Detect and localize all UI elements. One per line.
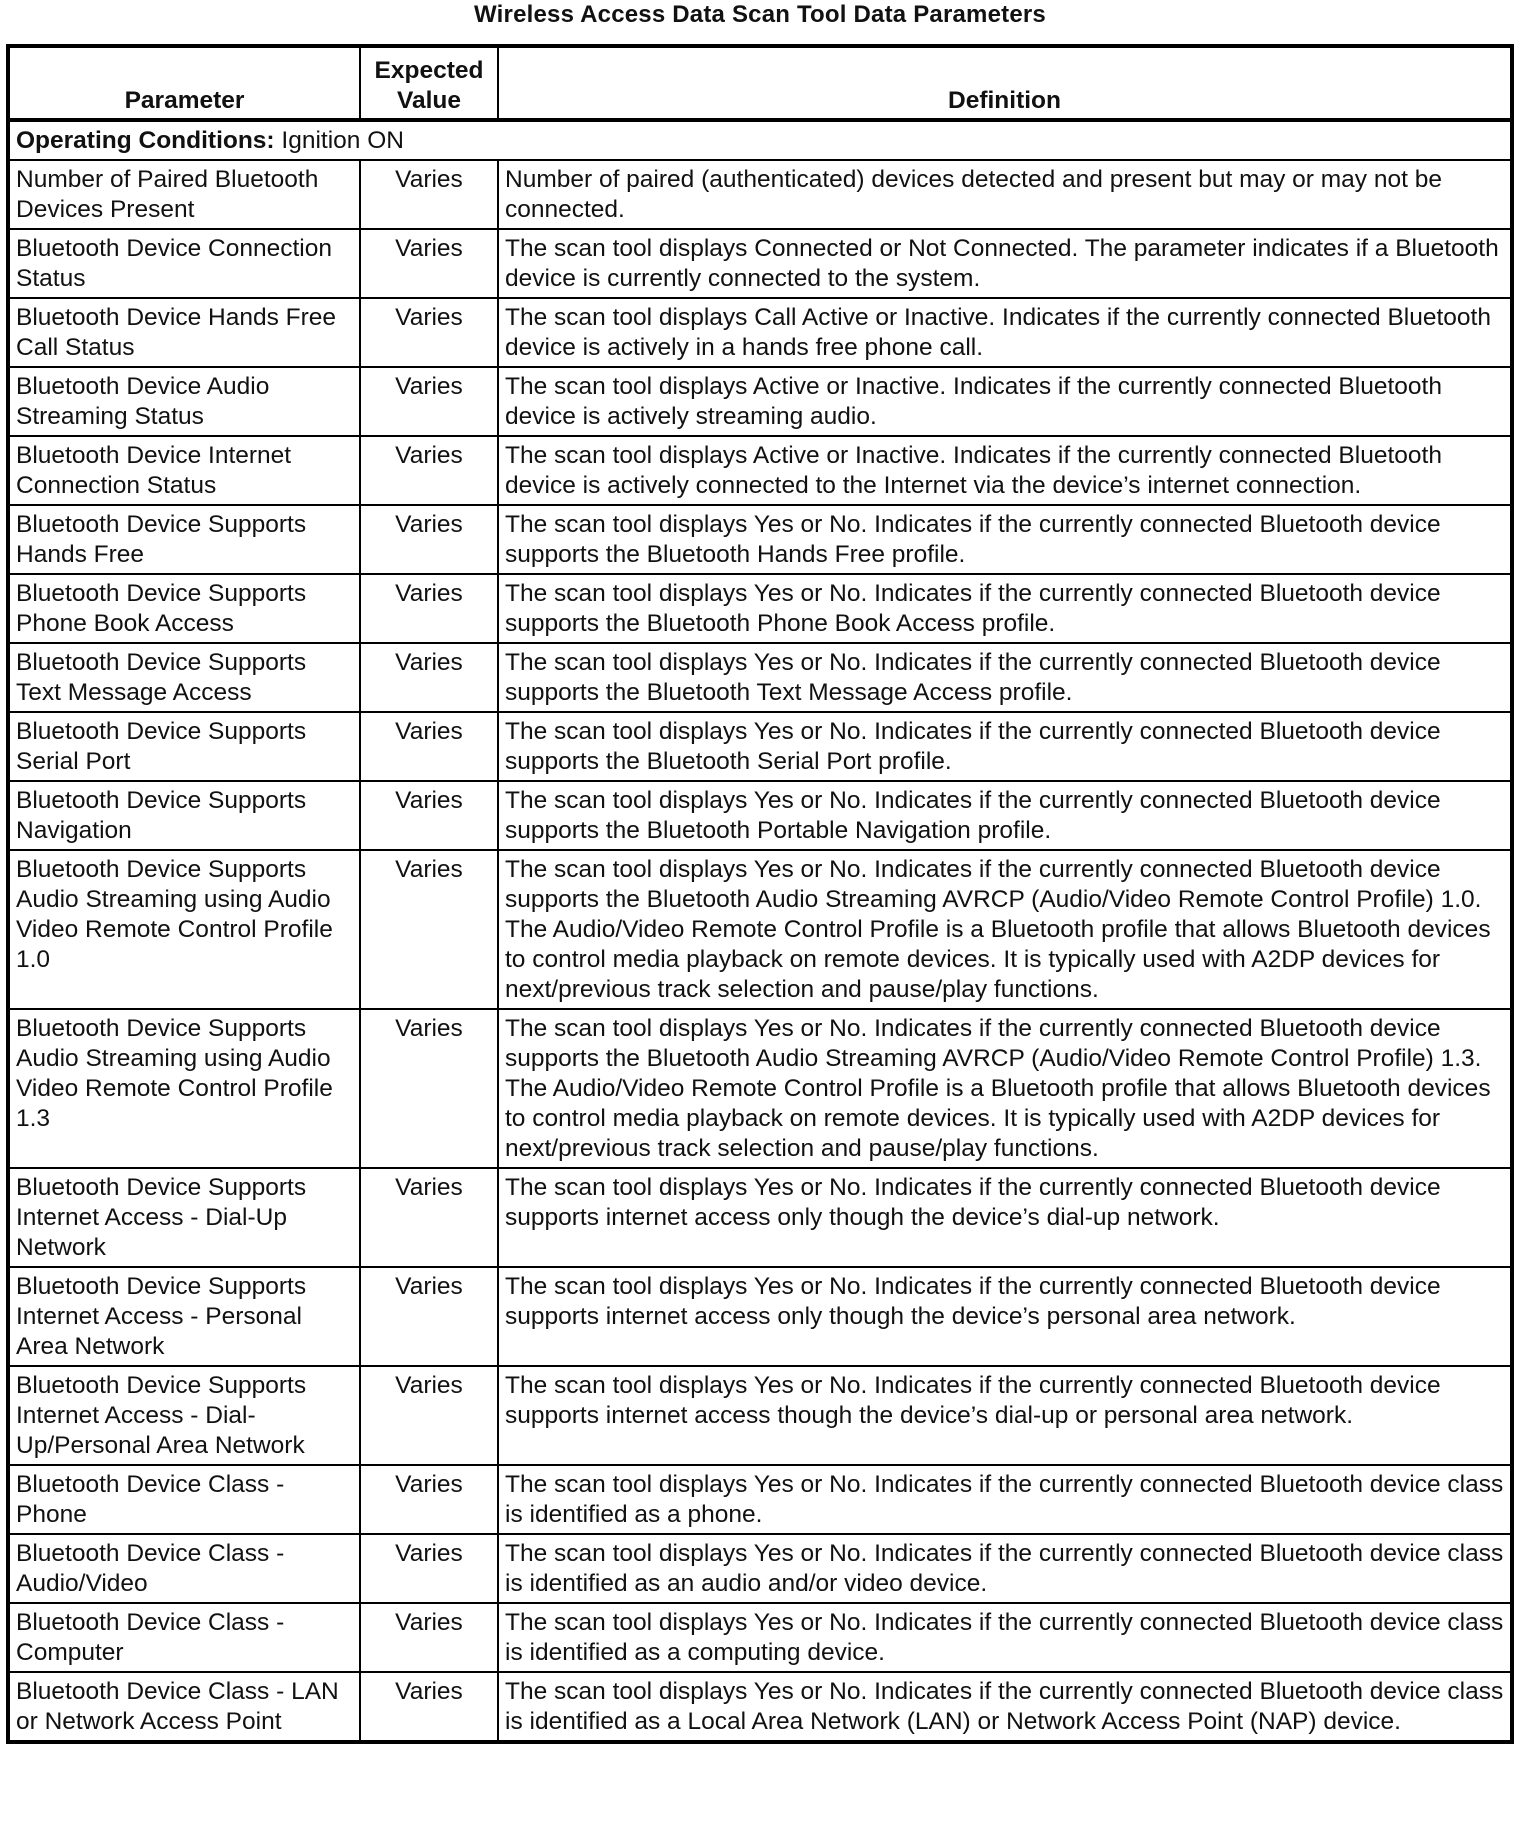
- table-row: [8, 781, 1512, 850]
- table-row: [8, 712, 1512, 781]
- expected-value-cell: Varies: [360, 298, 498, 367]
- expected-value-cell: Varies: [360, 712, 498, 781]
- definition-cell: The scan tool displays Yes or No. Indicates if the currently connected Bluetooth device supports the Bluetooth Serial Port profile.: [498, 712, 1512, 781]
- expected-value-cell: Varies: [360, 1366, 498, 1465]
- definition-cell: The scan tool displays Yes or No. Indicates if the currently connected Bluetooth device supports the Bluetooth Text Message Access profile.: [498, 643, 1512, 712]
- definition-cell: The scan tool displays Active or Inactive. Indicates if the currently connected Bluetooth device is actively streaming audio.: [498, 367, 1512, 436]
- table-row: [8, 1465, 1512, 1534]
- header-expected-value: Expected Value: [360, 46, 498, 120]
- expected-value-cell: Varies: [360, 1168, 498, 1267]
- table-row: [8, 1534, 1512, 1603]
- parameters-table: [6, 44, 1514, 1744]
- table-row: [8, 1603, 1512, 1672]
- table-body: [8, 120, 1512, 1742]
- table-row: [8, 298, 1512, 367]
- parameter-cell: Bluetooth Device Supports Internet Access - Dial-Up Network: [8, 1168, 360, 1267]
- table-row: [8, 850, 1512, 1009]
- table-row: [8, 229, 1512, 298]
- parameter-cell: Bluetooth Device Supports Text Message Access: [8, 643, 360, 712]
- expected-value-cell: Varies: [360, 850, 498, 1009]
- expected-value-cell: Varies: [360, 436, 498, 505]
- definition-cell: The scan tool displays Yes or No. Indicates if the currently connected Bluetooth device supports internet access though the device’s dial-up or personal area network.: [498, 1366, 1512, 1465]
- expected-value-cell: Varies: [360, 367, 498, 436]
- expected-value-cell: Varies: [360, 1534, 498, 1603]
- parameter-cell: Bluetooth Device Class - LAN or Network Access Point: [8, 1672, 360, 1742]
- definition-cell: The scan tool displays Yes or No. Indicates if the currently connected Bluetooth device class is identified as a computing device.: [498, 1603, 1512, 1672]
- header-row: [8, 46, 1512, 120]
- table-row: [8, 367, 1512, 436]
- definition-cell: The scan tool displays Yes or No. Indicates if the currently connected Bluetooth device class is identified as a phone.: [498, 1465, 1512, 1534]
- operating-conditions-value: Ignition ON: [281, 127, 404, 154]
- parameter-cell: Bluetooth Device Class - Phone: [8, 1465, 360, 1534]
- table-row: [8, 436, 1512, 505]
- parameter-cell: Bluetooth Device Supports Audio Streaming using Audio Video Remote Control Profile 1.3: [8, 1009, 360, 1168]
- expected-value-cell: Varies: [360, 229, 498, 298]
- definition-cell: The scan tool displays Call Active or Inactive. Indicates if the currently connected Bluetooth device is actively in a hands free phone call.: [498, 298, 1512, 367]
- expected-value-cell: Varies: [360, 574, 498, 643]
- expected-value-cell: Varies: [360, 643, 498, 712]
- operating-conditions-cell: [8, 120, 1512, 160]
- definition-cell: The scan tool displays Yes or No. Indicates if the currently connected Bluetooth device supports internet access only though the device’s dial-up network.: [498, 1168, 1512, 1267]
- expected-value-cell: Varies: [360, 505, 498, 574]
- expected-value-cell: Varies: [360, 1465, 498, 1534]
- table-row: [8, 160, 1512, 229]
- table-row: [8, 505, 1512, 574]
- parameter-cell: Bluetooth Device Supports Internet Access - Personal Area Network: [8, 1267, 360, 1366]
- definition-cell: The scan tool displays Connected or Not Connected. The parameter indicates if a Bluetooth device is currently connected to the system.: [498, 229, 1512, 298]
- parameter-cell: Bluetooth Device Audio Streaming Status: [8, 367, 360, 436]
- parameter-cell: Bluetooth Device Supports Phone Book Access: [8, 574, 360, 643]
- document-title: Wireless Access Data Scan Tool Data Parameters: [474, 1, 1046, 28]
- definition-cell: The scan tool displays Yes or No. Indicates if the currently connected Bluetooth device supports the Bluetooth Portable Navigation profile.: [498, 781, 1512, 850]
- parameter-cell: Bluetooth Device Connection Status: [8, 229, 360, 298]
- expected-value-cell: Varies: [360, 1672, 498, 1742]
- operating-conditions-row: [8, 120, 1512, 160]
- table-row: [8, 643, 1512, 712]
- definition-cell: The scan tool displays Yes or No. Indicates if the currently connected Bluetooth device supports the Bluetooth Audio Streaming AVRCP (Audio/Video Remote Control Profile) 1.3. The Audio/Video Remote Control Profile is a Bluetooth profile that allows Bluetooth devices to control media playback on remote devices. It is typically used with A2DP devices for next/previous track selection and pause/play functions.: [498, 1009, 1512, 1168]
- table-row: [8, 1672, 1512, 1742]
- expected-value-cell: Varies: [360, 1009, 498, 1168]
- expected-value-cell: Varies: [360, 781, 498, 850]
- definition-cell: The scan tool displays Yes or No. Indicates if the currently connected Bluetooth device supports the Bluetooth Hands Free profile.: [498, 505, 1512, 574]
- parameter-cell: Bluetooth Device Class - Audio/Video: [8, 1534, 360, 1603]
- table-row: [8, 574, 1512, 643]
- expected-value-cell: Varies: [360, 160, 498, 229]
- parameter-cell: Bluetooth Device Supports Hands Free: [8, 505, 360, 574]
- expected-value-cell: Varies: [360, 1603, 498, 1672]
- operating-conditions-label: Operating Conditions:: [16, 127, 275, 154]
- definition-cell: The scan tool displays Active or Inactive. Indicates if the currently connected Bluetooth device is actively connected to the Internet via the device’s internet connection.: [498, 436, 1512, 505]
- header-parameter: Parameter: [8, 46, 360, 120]
- expected-value-cell: Varies: [360, 1267, 498, 1366]
- definition-cell: Number of paired (authenticated) devices detected and present but may or may not be connected.: [498, 160, 1512, 229]
- header-definition: Definition: [498, 46, 1512, 120]
- table-row: [8, 1267, 1512, 1366]
- parameter-cell: Bluetooth Device Supports Audio Streaming using Audio Video Remote Control Profile 1.0: [8, 850, 360, 1009]
- definition-cell: The scan tool displays Yes or No. Indicates if the currently connected Bluetooth device class is identified as a Local Area Network (LAN) or Network Access Point (NAP) device.: [498, 1672, 1512, 1742]
- table-row: [8, 1366, 1512, 1465]
- table-row: [8, 1009, 1512, 1168]
- definition-cell: The scan tool displays Yes or No. Indicates if the currently connected Bluetooth device supports internet access only though the device’s personal area network.: [498, 1267, 1512, 1366]
- parameter-cell: Bluetooth Device Supports Navigation: [8, 781, 360, 850]
- definition-cell: The scan tool displays Yes or No. Indicates if the currently connected Bluetooth device class is identified as an audio and/or video device.: [498, 1534, 1512, 1603]
- definition-cell: The scan tool displays Yes or No. Indicates if the currently connected Bluetooth device supports the Bluetooth Audio Streaming AVRCP (Audio/Video Remote Control Profile) 1.0. The Audio/Video Remote Control Profile is a Bluetooth profile that allows Bluetooth devices to control media playback on remote devices. It is typically used with A2DP devices for next/previous track selection and pause/play functions.: [498, 850, 1512, 1009]
- parameter-cell: Bluetooth Device Internet Connection Status: [8, 436, 360, 505]
- definition-cell: The scan tool displays Yes or No. Indicates if the currently connected Bluetooth device supports the Bluetooth Phone Book Access profile.: [498, 574, 1512, 643]
- parameter-cell: Bluetooth Device Supports Internet Access - Dial-Up/Personal Area Network: [8, 1366, 360, 1465]
- parameter-cell: Number of Paired Bluetooth Devices Present: [8, 160, 360, 229]
- parameter-cell: Bluetooth Device Supports Serial Port: [8, 712, 360, 781]
- table-row: [8, 1168, 1512, 1267]
- parameter-cell: Bluetooth Device Hands Free Call Status: [8, 298, 360, 367]
- parameter-cell: Bluetooth Device Class - Computer: [8, 1603, 360, 1672]
